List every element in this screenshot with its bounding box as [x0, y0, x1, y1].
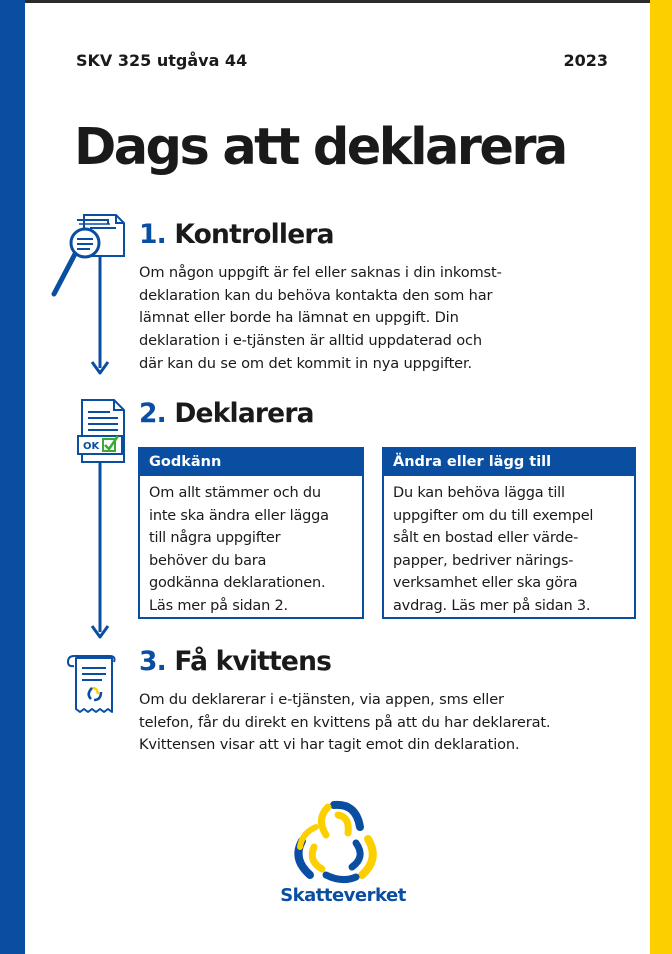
step-2-title: Deklarera: [174, 398, 314, 429]
step-3-title: Få kvittens: [174, 646, 332, 677]
step-1-text: Om någon uppgift är fel eller saknas i din inkomst- deklaration kan du behöva kontakta den som har lämnat eller borde ha lämnat en uppgift. Din deklaration i e-tjänsten är alltid uppdaterad och där kan du se om det kommit in nya uppgifter.: [139, 264, 502, 372]
right-color-bar: [650, 0, 672, 954]
step-1-number: 1.: [139, 219, 166, 250]
ok-document-icon: [74, 398, 130, 468]
approve-box: [138, 447, 364, 619]
change-box-text: Du kan behöva lägga till uppgifter om du till exempel sålt en bostad eller värde- papper, bedriver närings- verksamhet eller ska göra avdrag. Läs mer på sidan 3.: [393, 485, 594, 614]
skatteverket-logo-mark: [286, 797, 386, 887]
receipt-icon: [64, 652, 124, 718]
approve-box-text: Om allt stämmer och du inte ska ändra eller lägga till några uppgifter behöver du bara godkänna deklarationen. Läs mer på sidan 2.: [149, 485, 329, 614]
form-year: 2023: [563, 51, 608, 70]
magnifier-document-icon: [50, 212, 130, 302]
step-2-heading: [139, 398, 314, 430]
page-title: Dags att deklarera: [74, 118, 566, 177]
change-box-heading: Ändra eller lägg till: [384, 449, 634, 476]
left-color-bar: [0, 0, 25, 954]
step-1-heading: [139, 219, 334, 251]
approve-box-heading: Godkänn: [140, 449, 362, 476]
ok-label: OK: [83, 441, 100, 452]
step-3-heading: [139, 646, 331, 678]
change-box: [382, 447, 636, 619]
form-code: SKV 325 utgåva 44: [76, 51, 248, 70]
top-rule: [0, 0, 672, 3]
skatteverket-logo-text: Skatteverket: [280, 885, 406, 906]
step-2-number: 2.: [139, 398, 166, 429]
step-3-number: 3.: [139, 646, 166, 677]
step-1-title: Kontrollera: [174, 219, 334, 250]
step-3-text: Om du deklarerar i e-tjänsten, via appen, sms eller telefon, får du direkt en kvittens på att du har deklarerat. Kvittensen visar att vi har tagit emot din deklaration.: [139, 691, 551, 754]
